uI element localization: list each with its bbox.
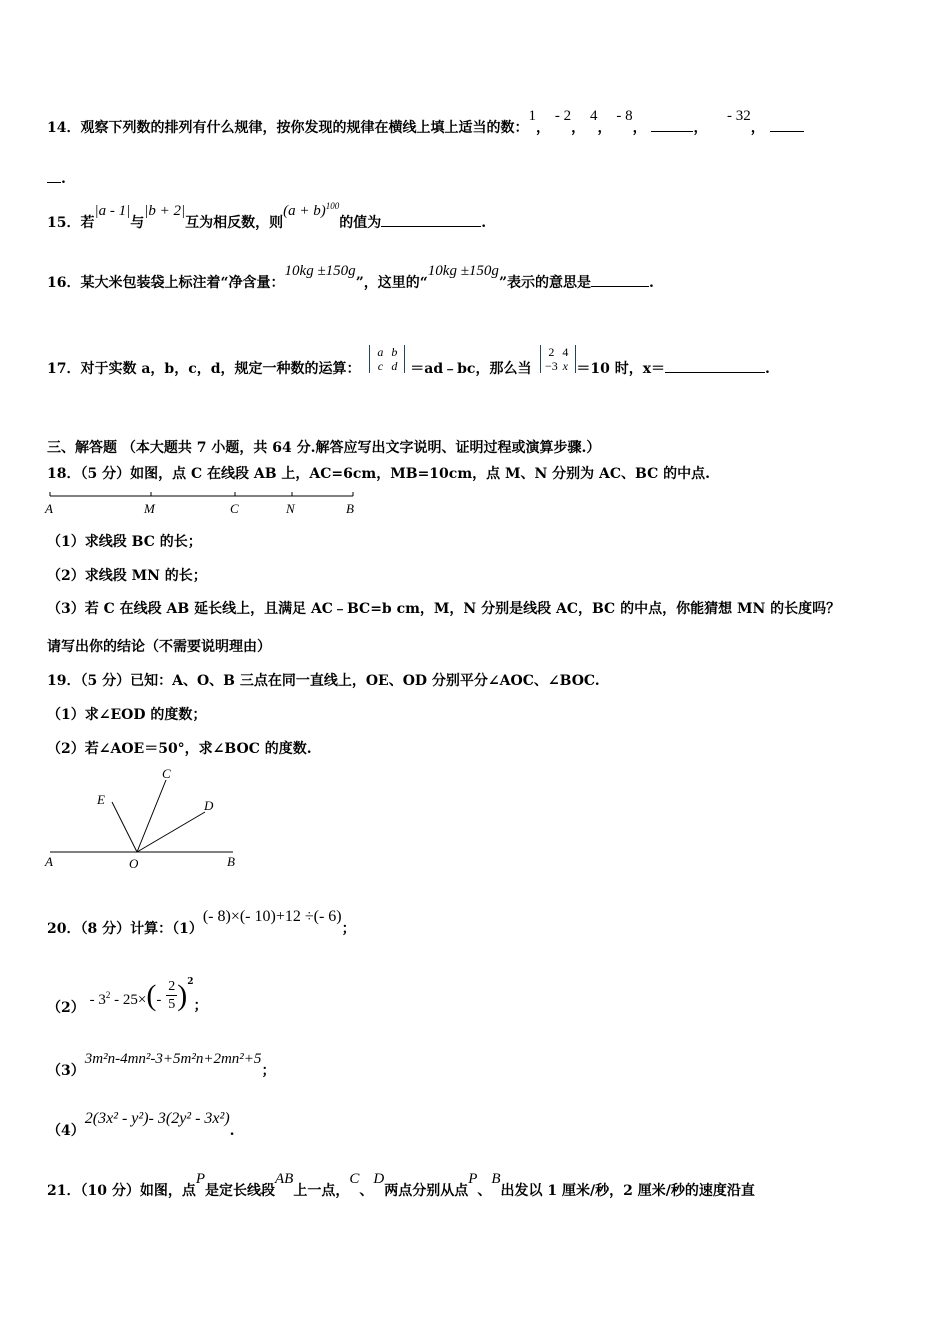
point-N: N <box>286 501 295 516</box>
q17-line: 17．对于实数 a，b，c，d，规定一种数的运算： a b c d ＝ad﹣bc，那么当 2 4 −3 x ＝10 时，x＝ . <box>47 345 770 377</box>
answer-blank[interactable] <box>651 119 693 132</box>
answer-blank[interactable] <box>47 170 61 183</box>
q19-stem: 19．（5 分）已知：A、O、B 三点在同一直线上，OE、OD 分别平分∠AOC、∠BOC. <box>47 673 600 689</box>
q21-line: 21．（10 分）如图，点P是定长线段AB上一点，C、D两点分别从点P、B出发以 1 厘米/秒，2 厘米/秒的速度沿直 <box>47 1171 755 1199</box>
q15-line: 15．若|a - 1|与|b + 2|互为相反数，则$(a + b)^{100}$的值为 . <box>47 201 487 231</box>
point-D: D <box>373 1171 385 1187</box>
power-expr: $(a + b)^{100}$ <box>283 201 340 219</box>
q19-part2: （2）若∠AOE＝50°，求∠BOC 的度数. <box>47 741 312 757</box>
q18-part1: （1）求线段 BC 的长； <box>47 534 202 550</box>
determinant-general: a b c d <box>369 345 405 373</box>
segment-AB: AB <box>275 1171 294 1187</box>
abs-b: |b + 2| <box>144 203 186 219</box>
point-O: O <box>129 856 139 871</box>
q14-line2: . <box>47 170 66 187</box>
section-heading: 三、解答题 （本大题共 7 小题，共 64 分.解答应写出文字说明、证明过程或演算步骤.） <box>47 440 601 456</box>
point-B: B <box>491 1171 501 1187</box>
q19-part1: （1）求∠EOD 的度数； <box>47 707 207 723</box>
answer-blank[interactable] <box>591 274 649 287</box>
q20-part3: （3）3m²n-4mn²-3+5m²n+2mn²+5； <box>47 1051 276 1079</box>
determinant-specific: 2 4 −3 x <box>540 345 576 373</box>
expr-4: 2(3x² - y²)- 3(2y² - 3x²) <box>84 1110 230 1127</box>
point-B: B <box>227 854 235 869</box>
seq-1: 1 <box>528 108 536 124</box>
point-D: D <box>204 798 214 813</box>
q20-part4: （4）2(3x² - y²)- 3(2y² - 3x²). <box>47 1110 235 1139</box>
q18-stem: 18．（5 分）如图，点 C 在线段 AB 上，AC=6cm，MB=10cm，点 M、N 分别为 AC、BC 的中点. <box>47 466 711 482</box>
q18-part3: （3）若 C 在线段 AB 延长线上，且满足 AC﹣BC=b cm，M，N 分别是线段 AC，BC 的中点，你能猜想 MN 的长度吗？ <box>47 601 841 617</box>
net-weight-quote: 10kg ±150g <box>427 263 499 279</box>
q19-angle-diagram <box>40 762 250 874</box>
q18-part2: （2）求线段 MN 的长； <box>47 568 207 584</box>
expr-3: 3m²n-4mn²-3+5m²n+2mn²+5 <box>84 1051 262 1067</box>
q18-part3b: 请写出你的结论（不需要说明理由） <box>47 639 271 655</box>
q18-line-diagram <box>40 487 370 519</box>
answer-blank[interactable] <box>381 214 481 227</box>
seq-4: - 8 <box>616 108 633 124</box>
point-M: M <box>144 501 155 516</box>
q16-line: 16．某大米包装袋上标注着“净含量：10kg ±150g”，这里的“10kg ±150g”表示的意思是 . <box>47 263 654 291</box>
point-B: B <box>346 501 354 516</box>
abs-a: |a - 1| <box>94 203 131 219</box>
point-C: C <box>162 766 171 781</box>
point-A: A <box>45 854 53 869</box>
q20-part2: $(2) - 3^2 - 25\times(-$ $\frac{2}{5}$ )$^2$； <box>47 976 208 1016</box>
q14-line: 14．观察下列数的排列有什么规律，按你发现的规律在横线上填上适当的数：1， - 2， 4， - 8， ， - 32， <box>47 117 804 137</box>
point-C: C <box>349 1171 360 1187</box>
expr-1: (- 8)×(- 10)+12 ÷(- 6) <box>202 908 342 925</box>
answer-blank[interactable] <box>770 119 804 132</box>
seq-3: 4 <box>589 108 598 124</box>
seq-2: - 2 <box>554 108 572 124</box>
point-A: A <box>45 501 53 516</box>
point-C: C <box>230 501 239 516</box>
point-P: P <box>195 1171 206 1187</box>
net-weight: 10kg ±150g <box>284 263 356 279</box>
q20-stem: 20．（8 分）计算：（1）(- 8)×(- 10)+12 ÷(- 6)； <box>47 908 356 937</box>
seq-6: - 32 <box>726 108 751 124</box>
point-P: P <box>468 1171 478 1187</box>
point-E: E <box>97 792 105 807</box>
expr-2: - $3^2 - 25\times$ <box>89 989 147 1008</box>
answer-blank[interactable] <box>665 360 765 373</box>
